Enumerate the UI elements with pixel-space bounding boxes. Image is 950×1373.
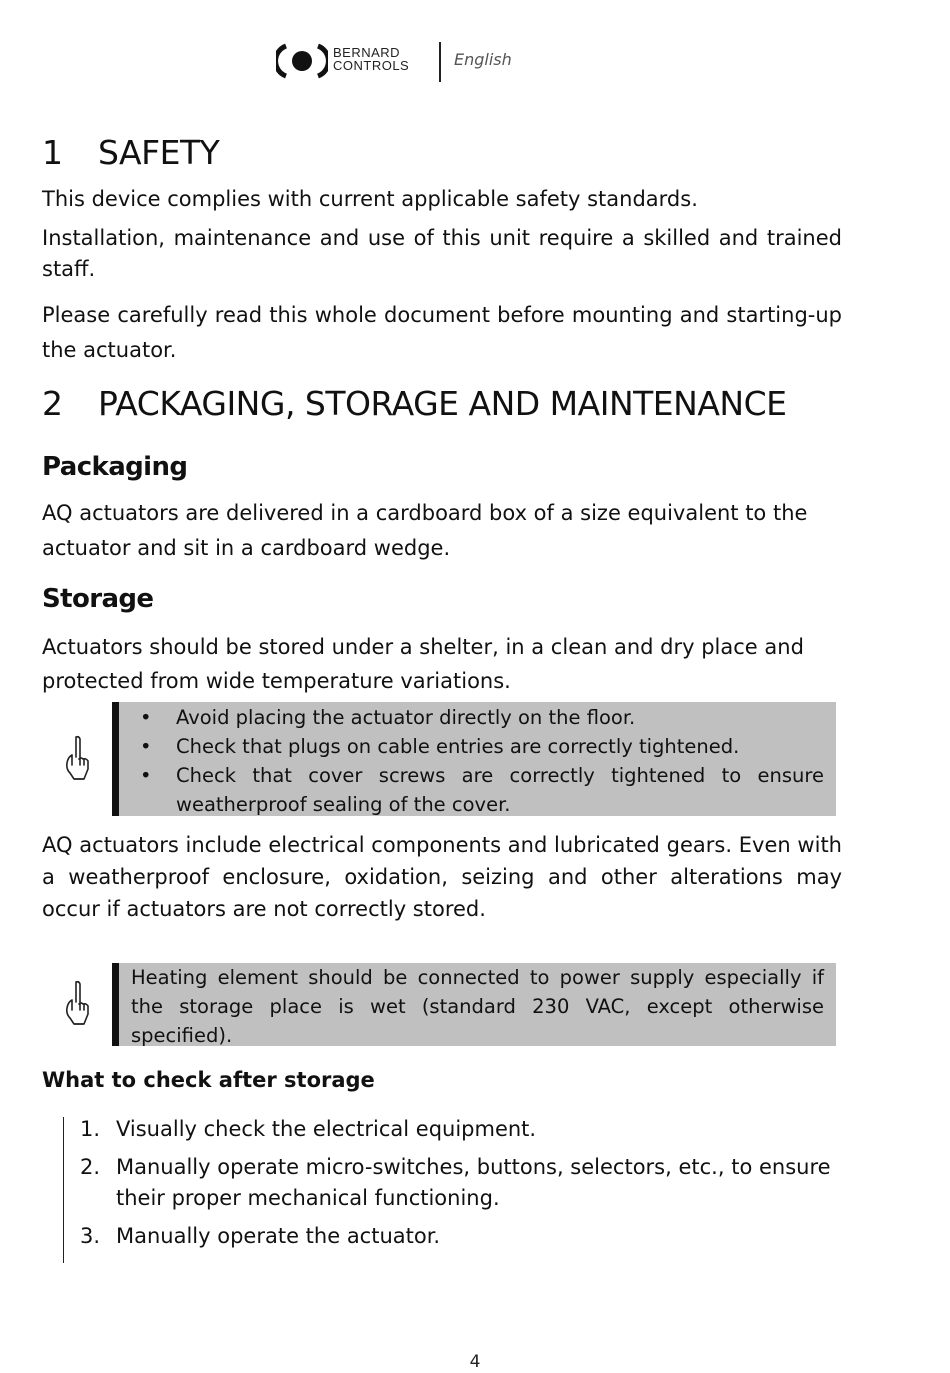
list-item [80, 1114, 840, 1145]
list-item-text: Visually check the electrical equipment. [116, 1117, 537, 1141]
list-change-bar [63, 1117, 64, 1263]
section-number: 1 [42, 133, 63, 172]
safety-paragraph-3: Please carefully read this whole document before mounting and starting-up the actuator. [42, 303, 842, 362]
list-item-text: Manually operate micro-switches, buttons, selectors, etc., to ensure their proper mechanical functioning. [116, 1155, 831, 1210]
bullet: • [140, 706, 152, 729]
section-number: 2 [42, 384, 63, 423]
logo-wordmark [333, 46, 409, 72]
bullet: • [140, 735, 152, 758]
storage-note-box [112, 702, 836, 816]
packaging-paragraph: AQ actuators are delivered in a cardboard box of a size equivalent to the actuator and sit in a cardboard wedge. [42, 501, 808, 560]
section-1-heading [42, 133, 219, 172]
header-divider [439, 42, 441, 82]
section-2-heading [42, 384, 786, 423]
safety-paragraph-1: This device complies with current applicable safety standards. [42, 187, 698, 211]
components-paragraph: AQ actuators include electrical components and lubricated gears. Even with a weatherproof enclosure, oxidation, seizing and other alterations may occur if actuators are not correctly stored. [42, 833, 842, 921]
list-item [119, 732, 836, 761]
language-label: English [454, 50, 512, 69]
section-title: PACKAGING, STORAGE AND MAINTENANCE [98, 384, 787, 423]
list-item [80, 1152, 840, 1214]
list-item [119, 761, 836, 819]
bernard-controls-logo [276, 42, 328, 80]
page-number: 4 [469, 1352, 481, 1372]
logo-wordmark-line1: BERNARD [333, 45, 401, 60]
logo-wordmark-line2: CONTROLS [333, 58, 410, 73]
pointing-hand-icon [62, 735, 92, 783]
note-item-text: Check that plugs on cable entries are correctly tightened. [176, 735, 740, 758]
list-item-number: 3. [80, 1224, 101, 1248]
note-item-text: Check that cover screws are correctly tightened to ensure weatherproof sealing of the cover. [176, 764, 824, 816]
check-heading: What to check after storage [42, 1068, 375, 1092]
list-item-text: Manually operate the actuator. [116, 1224, 441, 1248]
heating-note-text: Heating element should be connected to power supply especially if the storage place is wet (standard 230 VAC, except otherwise specified). [131, 966, 824, 1047]
note-item-text: Avoid placing the actuator directly on the floor. [176, 706, 636, 729]
safety-paragraph-2: Installation, maintenance and use of this unit require a skilled and trained staff. [42, 226, 842, 281]
storage-paragraph: Actuators should be stored under a shelter, in a clean and dry place and protected from wide temperature variations. [42, 635, 804, 693]
list-item-number: 2. [80, 1155, 101, 1179]
storage-note-list [119, 703, 836, 819]
storage-heading: Storage [42, 584, 154, 614]
packaging-heading: Packaging [42, 452, 188, 482]
section-title: SAFETY [98, 133, 220, 172]
list-item [80, 1221, 840, 1252]
pointing-hand-icon [62, 980, 92, 1028]
heating-note-box [112, 963, 836, 1046]
list-item-number: 1. [80, 1117, 101, 1141]
list-item [119, 703, 836, 732]
bullet: • [140, 764, 152, 787]
